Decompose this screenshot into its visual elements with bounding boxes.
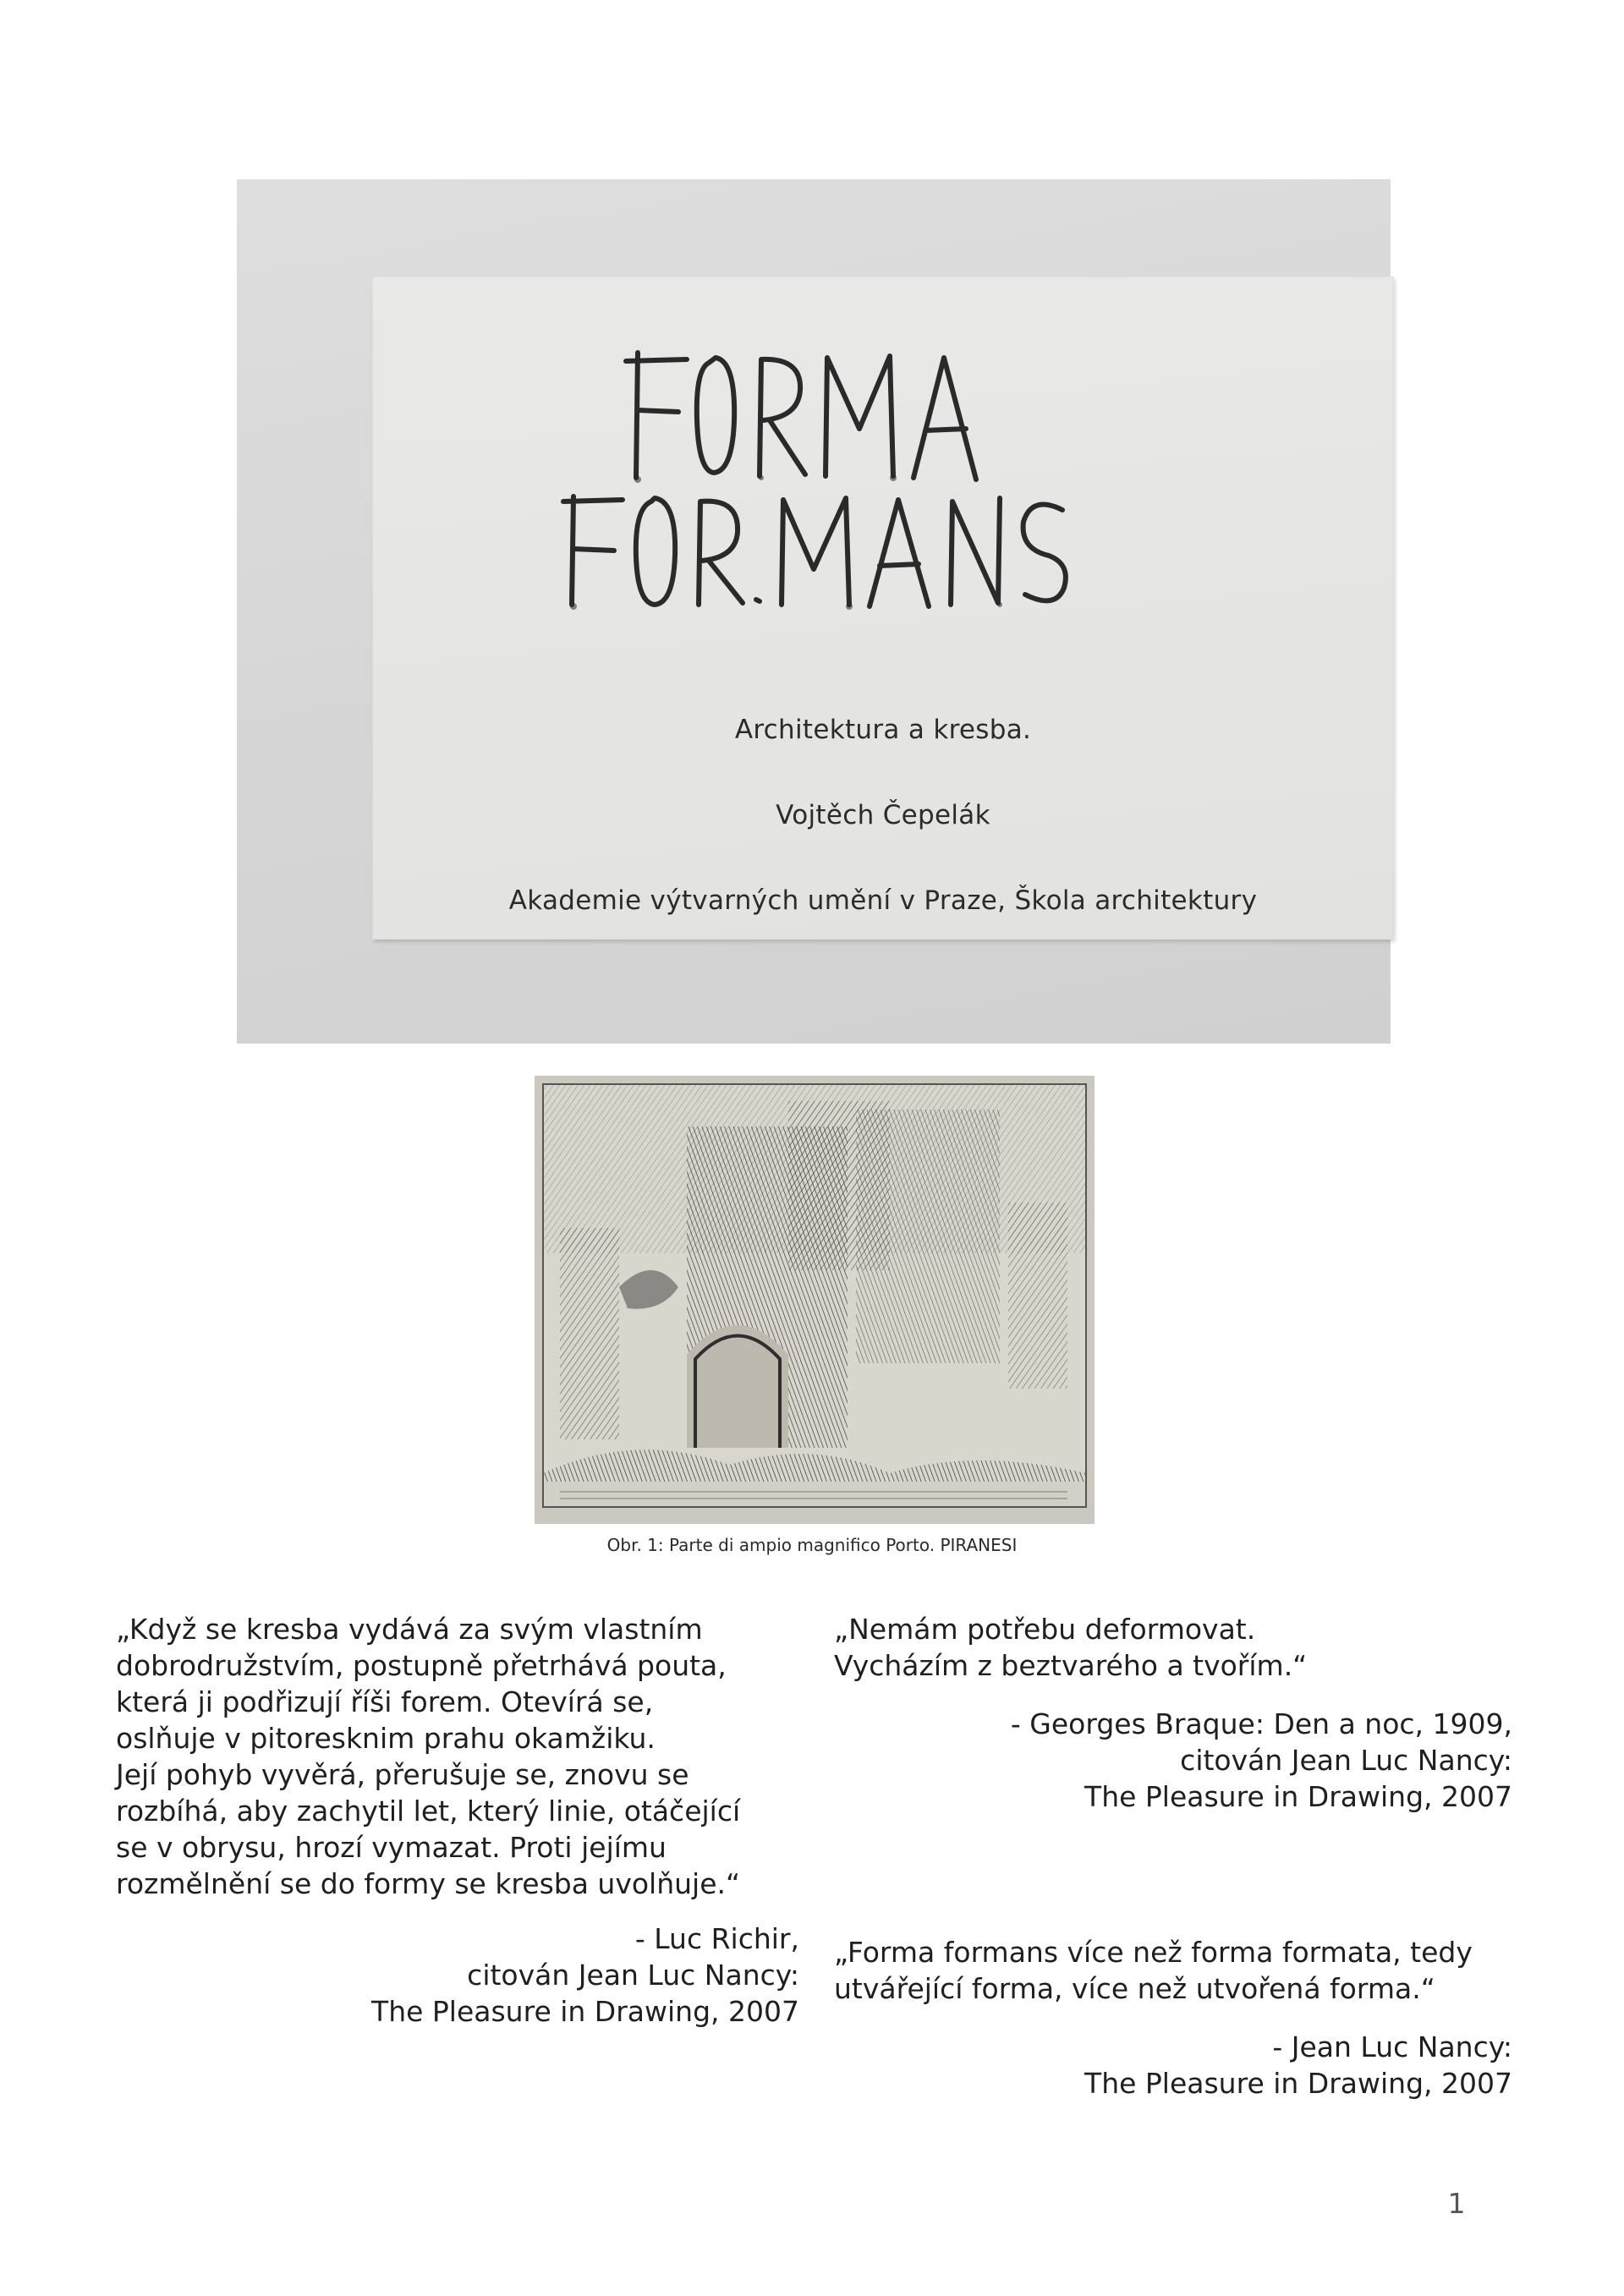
quote-line: „Nemám potřebu deformovat. bbox=[834, 1613, 1256, 1646]
figure-caption: Obr. 1: Parte di ampio magnifico Porto. PIRANESI bbox=[606, 1535, 1018, 1555]
quote-line: utvářející forma, více než utvořená forma.“ bbox=[834, 1972, 1435, 2005]
attribution-line: The Pleasure in Drawing, 2007 bbox=[371, 1995, 799, 2028]
quote-line: rozbíhá, aby zachytil let, který linie, otáčející bbox=[116, 1795, 741, 1827]
attribution-line: citován Jean Luc Nancy: bbox=[1180, 1744, 1512, 1777]
quote-attribution bbox=[834, 2029, 1512, 2101]
quote-line: „Forma formans více než forma formata, tedy bbox=[834, 1936, 1473, 1969]
page-number: 1 bbox=[1447, 2187, 1466, 2220]
title-card bbox=[372, 277, 1394, 940]
quote-line: rozmělnění se do formy se kresba uvolňuje.“ bbox=[116, 1867, 741, 1900]
attribution-line: The Pleasure in Drawing, 2007 bbox=[1084, 1780, 1512, 1813]
quote-attribution bbox=[834, 1706, 1512, 1815]
quote-line: se v obrysu, hrozí vymazat. Proti jejímu bbox=[116, 1831, 667, 1864]
quote-richir bbox=[116, 1611, 799, 2030]
quote-text bbox=[834, 1934, 1512, 2007]
handwritten-title bbox=[372, 336, 1394, 615]
quote-text bbox=[834, 1611, 1512, 1684]
piranesi-engraving-image bbox=[535, 1076, 1095, 1524]
quote-line: Její pohyb vyvěrá, přerušuje se, znovu se bbox=[116, 1758, 689, 1791]
quote-text bbox=[116, 1611, 799, 1902]
card-subtitle: Architektura a kresba. bbox=[734, 715, 1032, 745]
title-card-photo bbox=[237, 179, 1391, 1044]
quote-attribution bbox=[116, 1921, 799, 2030]
card-school: Akademie výtvarných umění v Praze, Škola architektury bbox=[508, 885, 1258, 916]
card-author: Vojtěch Čepelák bbox=[776, 800, 990, 830]
quote-line: oslňuje v pitoresknim prahu okamžiku. bbox=[116, 1722, 656, 1755]
quote-line: dobrodružstvím, postupně přetrhává pouta, bbox=[116, 1649, 727, 1682]
attribution-line: - Jean Luc Nancy: bbox=[1272, 2030, 1512, 2063]
attribution-line: - Georges Braque: Den a noc, 1909, bbox=[1010, 1707, 1512, 1740]
quote-line: Vycházím z beztvarého a tvořím.“ bbox=[834, 1649, 1308, 1682]
quote-braque bbox=[834, 1611, 1512, 1815]
attribution-line: The Pleasure in Drawing, 2007 bbox=[1084, 2067, 1512, 2100]
quote-line: která ji podřizují říši forem. Otevírá se, bbox=[116, 1685, 654, 1718]
quote-nancy bbox=[834, 1934, 1512, 2101]
attribution-line: citován Jean Luc Nancy: bbox=[467, 1959, 799, 1992]
attribution-line: - Luc Richir, bbox=[634, 1922, 799, 1955]
quote-line: „Když se kresba vydává za svým vlastním bbox=[116, 1613, 703, 1646]
